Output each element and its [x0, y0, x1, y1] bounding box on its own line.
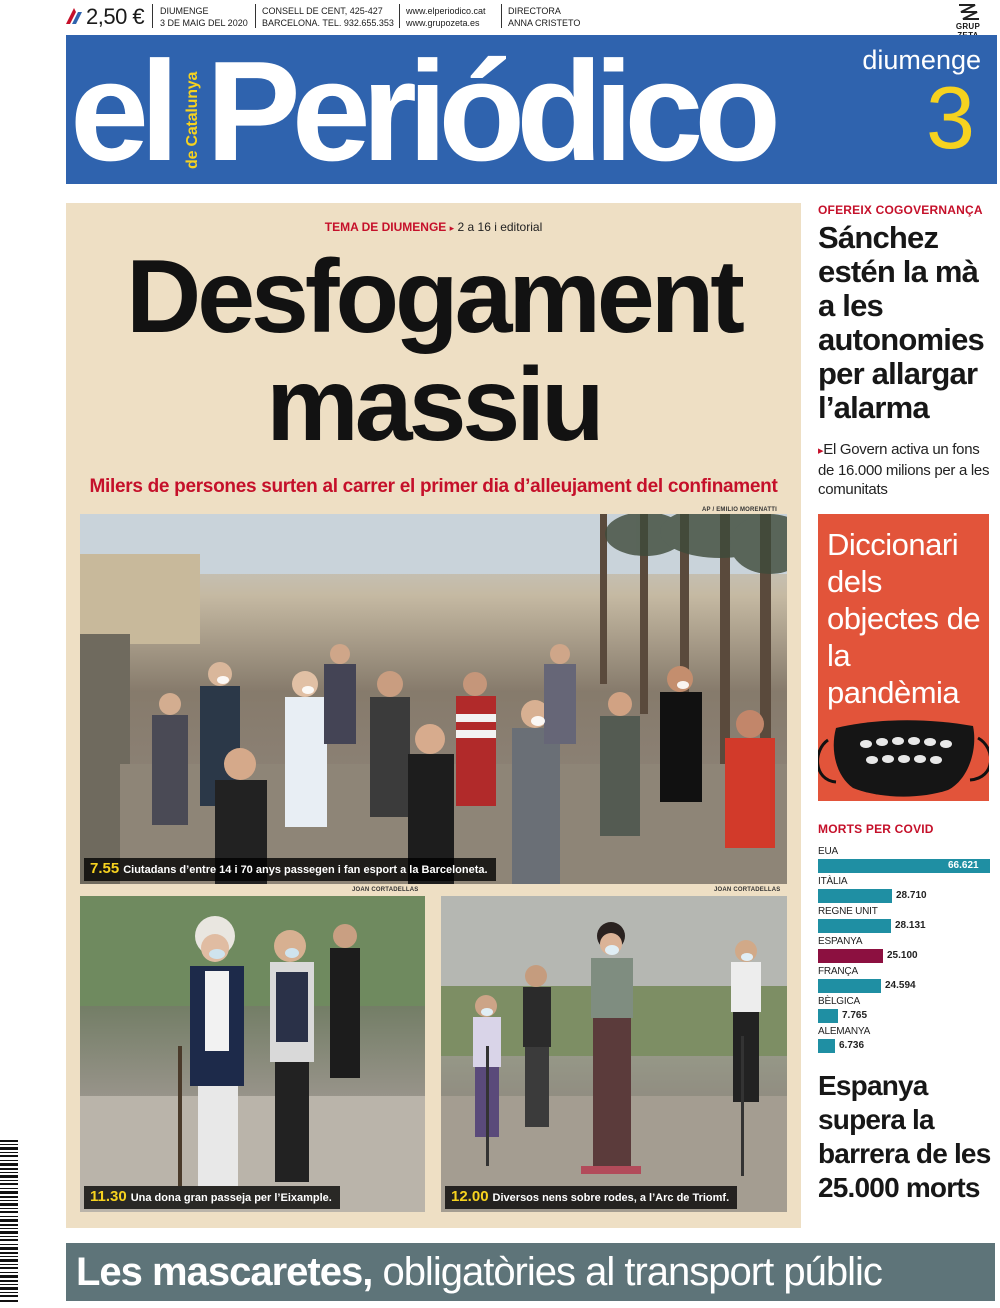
- divider: [255, 4, 256, 28]
- divider: [152, 4, 153, 28]
- chart-row: [818, 874, 990, 904]
- chart-row: [818, 934, 990, 964]
- divider: [399, 4, 400, 28]
- chart-category-label: ALEMANYA: [818, 1026, 871, 1037]
- photo-caption: 12.00 Diversos nens sobre rodes, a l’Arc de Triomf.: [445, 1186, 737, 1209]
- main-subhead: Milers de persones surten al carrer el primer dia d’alleujament del confinament: [89, 476, 778, 497]
- main-photo-credit: AP / EMILIO MORENATTI: [702, 507, 777, 513]
- director: DIRECTORA ANNA CRISTETO: [508, 6, 581, 28]
- photo-caption: 11.30 Una dona gran passeja per l’Eixample.: [84, 1186, 340, 1209]
- chart-row: [818, 904, 990, 934]
- masthead-day-number: 3: [926, 68, 975, 167]
- chart-bar: [818, 979, 881, 993]
- side-headline-2[interactable]: Espanya supera la barrera de les 25.000 morts: [818, 1070, 991, 1203]
- barcode-icon: [0, 1140, 18, 1304]
- chart-bar: [818, 1009, 838, 1023]
- left-photo[interactable]: [80, 896, 425, 1212]
- chart-category-label: FRANÇA: [818, 966, 858, 977]
- crowd-promenade-illustration: [80, 514, 787, 884]
- chart-value-label: 66.621: [948, 860, 979, 871]
- side-subhead: ▸El Govern activa un fons de 16.000 milions per a les comunitats: [818, 441, 990, 498]
- masthead-catalunya: de Catalunya: [184, 71, 201, 169]
- chart-category-label: ITÀLIA: [818, 876, 848, 887]
- issue-date: DIUMENGE 3 DE MAIG DEL 2020: [160, 6, 248, 28]
- left-photo-credit: JOAN CORTADELLAS: [352, 887, 419, 893]
- side-headline[interactable]: Sánchez estén la mà a les autonomies per allargar l’alarma: [818, 220, 984, 425]
- chart-category-label: BÈLGICA: [818, 996, 860, 1007]
- promo-text: Diccionari dels objectes de la pandèmia: [827, 527, 981, 710]
- chart-category-label: REGNE UNIT: [818, 906, 878, 917]
- chart-category-label: ESPANYA: [818, 936, 863, 947]
- chart-value-label: 28.710: [896, 890, 927, 901]
- chart-row: [818, 994, 990, 1024]
- photo-caption: 7.55 Ciutadans d’entre 14 i 70 anys passegen i fan esport a la Barceloneta.: [84, 858, 496, 881]
- zeta-logo-icon: [953, 2, 983, 22]
- grup-zeta-logo: GRUP: [946, 2, 990, 34]
- chart-value-label: 25.100: [887, 950, 918, 961]
- masthead-title: Periódico: [206, 35, 773, 184]
- price: 2,50 €: [86, 4, 145, 29]
- address: CONSELL DE CENT, 425-427 BARCELONA. TEL. 932.655.353: [262, 6, 394, 28]
- chart-title: MORTS PER COVID: [818, 822, 934, 836]
- chart-row: [818, 1024, 990, 1054]
- top-info-strip: [0, 0, 1000, 34]
- main-photo[interactable]: [80, 514, 787, 884]
- right-photo[interactable]: [441, 896, 787, 1212]
- chart-value-label: 7.765: [842, 1010, 868, 1021]
- chart-value-label: 6.736: [839, 1040, 865, 1051]
- main-feature: [66, 203, 801, 1228]
- covid-deaths-chart: [818, 844, 990, 1056]
- chart-bar: [818, 919, 891, 933]
- chart-bar: [818, 949, 883, 963]
- divider: [501, 4, 502, 28]
- feature-kicker: TEMA DE DIUMENGE ▸ 2 a 16 i editorial: [324, 220, 543, 234]
- chart-category-label: EUA: [818, 846, 838, 857]
- footer-banner[interactable]: [66, 1243, 995, 1301]
- masthead-el: el: [70, 35, 171, 184]
- chart-value-label: 28.131: [895, 920, 926, 931]
- side-kicker: OFEREIX COGOVERNANÇA: [818, 203, 983, 217]
- promo-box[interactable]: [818, 514, 989, 801]
- chart-row: [818, 844, 990, 874]
- web-links[interactable]: www.elperiodico.cat www.grupozeta.es: [406, 6, 486, 28]
- zeta-arrow-icon: [64, 6, 84, 26]
- masthead-weekday: diumenge: [862, 45, 981, 75]
- masthead[interactable]: [66, 35, 997, 184]
- chart-bar: [818, 889, 892, 903]
- chart-row: [818, 964, 990, 994]
- main-headline[interactable]: Desfogament massiu: [126, 239, 741, 463]
- chart-value-label: 24.594: [885, 980, 916, 991]
- face-mask-icon: [818, 710, 989, 800]
- footer-headline: Les mascaretes, obligatòries al transport públic: [76, 1250, 882, 1294]
- chart-bar: [818, 1039, 835, 1053]
- kids-on-scooters-illustration: [441, 896, 787, 1212]
- street-walkers-illustration: [80, 896, 425, 1212]
- right-photo-credit: JOAN CORTADELLAS: [714, 887, 781, 893]
